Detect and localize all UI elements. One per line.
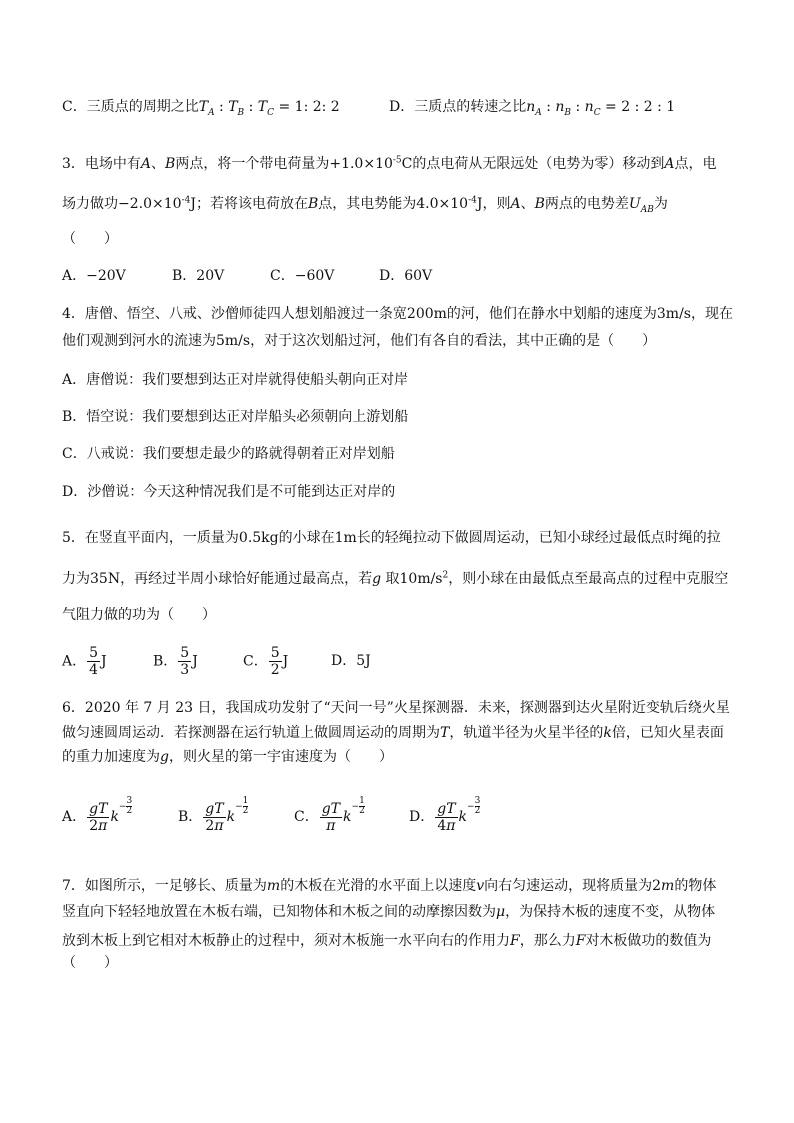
q4-option-a: A．唐僧说：我们要想到达正对岸就得使船头朝向正对岸 bbox=[62, 372, 409, 388]
q3-option-b: B．20V bbox=[172, 268, 225, 284]
q7-bracket: （ ） bbox=[62, 955, 118, 971]
q3-bracket: （ ） bbox=[62, 231, 118, 247]
q3-option-c: C．−60V bbox=[270, 268, 335, 284]
q3-option-d: D．60V bbox=[379, 268, 433, 284]
q5-option-d: D．5J bbox=[331, 653, 371, 669]
q4-line-2: 他们观测到河水的流速为5m/s，对于这次划船过河，他们有各自的看法，其中正确的是（ ） bbox=[62, 333, 657, 349]
q6-line-1: 6．2020 年 7 月 23 日，我国成功发射了“天问一号”火星探测器．未来，探测器到达火星附近变轨后绕火星 bbox=[62, 700, 730, 716]
q7-line-2: 竖直向下轻轻地放置在木板右端，已知物体和木板之间的动摩擦因数为μ，为保持木板的速度不变，从物体 bbox=[62, 904, 716, 920]
q7-line-1: 7．如图所示，一足够长、质量为m的木板在光滑的水平面上以速度v向右匀速运动，现将质量为2m的物体 bbox=[62, 878, 717, 894]
q5-line-1: 5．在竖直平面内，一质量为0.5kg的小球在1m长的轻绳拉动下做圆周运动，已知小球经过最低点时绳的拉 bbox=[62, 530, 721, 546]
q5-option-a: A． $\frac{5}{4}$ J bbox=[62, 645, 107, 678]
q2-option-c: C．三质点的周期之比$T_A$ : $T_B$ : $T_C = 1$: 2: 2 bbox=[62, 99, 340, 118]
q3-line-2: 场力做功$-2.0\times 10^{-4}J$；若将该电荷放在B点，其电势能为$4.0\times 10^{-4}J$，则A、B两点的电势差$U_{AB}$为 bbox=[62, 195, 668, 215]
q6-option-b: B． $\frac{gT}{2\pi}$ k− $\frac{1}{2}$ bbox=[178, 796, 249, 834]
q4-line-1: 4．唐僧、悟空、八戒、沙僧师徒四人想划船渡过一条宽200m的河，他们在静水中划船的速度为3m/s，现在 bbox=[62, 306, 733, 322]
q2-option-d: D．三质点的转速之比$n_A$ : $n_B$ : $n_C = 2$ : 2 : 1 bbox=[389, 99, 676, 118]
q5-option-b: B． $\frac{5}{3}$ J bbox=[153, 645, 198, 678]
q6-option-a: A． $\frac{gT}{2\pi}$ k− $\frac{3}{2}$ bbox=[62, 796, 133, 834]
q6-option-c: C． $\frac{gT}{\pi}$ k− $\frac{1}{2}$ bbox=[294, 796, 365, 834]
q5-line-3: 气阻力做的功为（ ） bbox=[62, 607, 216, 623]
q4-option-b: B．悟空说：我们要想到达正对岸船头必须朝向上游划船 bbox=[62, 409, 409, 425]
q6-line-2: 做匀速圆周运动．若探测器在运行轨道上做圆周运动的周期为T，轨道半径为火星半径的k倍，已知火星表面 bbox=[62, 725, 724, 741]
q3-option-a: A．−20V bbox=[62, 268, 126, 284]
q6-line-3: 的重力加速度为g，则火星的第一宇宙速度为（ ） bbox=[62, 749, 393, 765]
q4-option-d: D．沙僧说：今天这种情况我们是不可能到达正对岸的 bbox=[62, 484, 396, 500]
q5-line-2: 力为35N，再经过半周小球恰好能通过最高点，若g 取$10m/s^2$，则小球在由最低点至最高点的过程中克服空 bbox=[62, 570, 729, 587]
q7-line-3: 放到木板上到它相对木板静止的过程中，须对木板施一水平向右的作用力F，那么力F对木板做功的数值为 bbox=[62, 933, 712, 949]
q3-line-1: 3．电场中有A、B两点，将一个带电荷量为$+1.0\times 10^{-5}C$的点电荷从无限远处（电势为零）移动到A点，电 bbox=[62, 155, 717, 172]
q5-option-c: C． $\frac{5}{2}$ J bbox=[243, 645, 289, 678]
q6-option-d: D． $\frac{gT}{4\pi}$ k− $\frac{3}{2}$ bbox=[409, 796, 481, 834]
q4-option-c: C．八戒说：我们要想走最少的路就得朝着正对岸划船 bbox=[62, 446, 395, 462]
